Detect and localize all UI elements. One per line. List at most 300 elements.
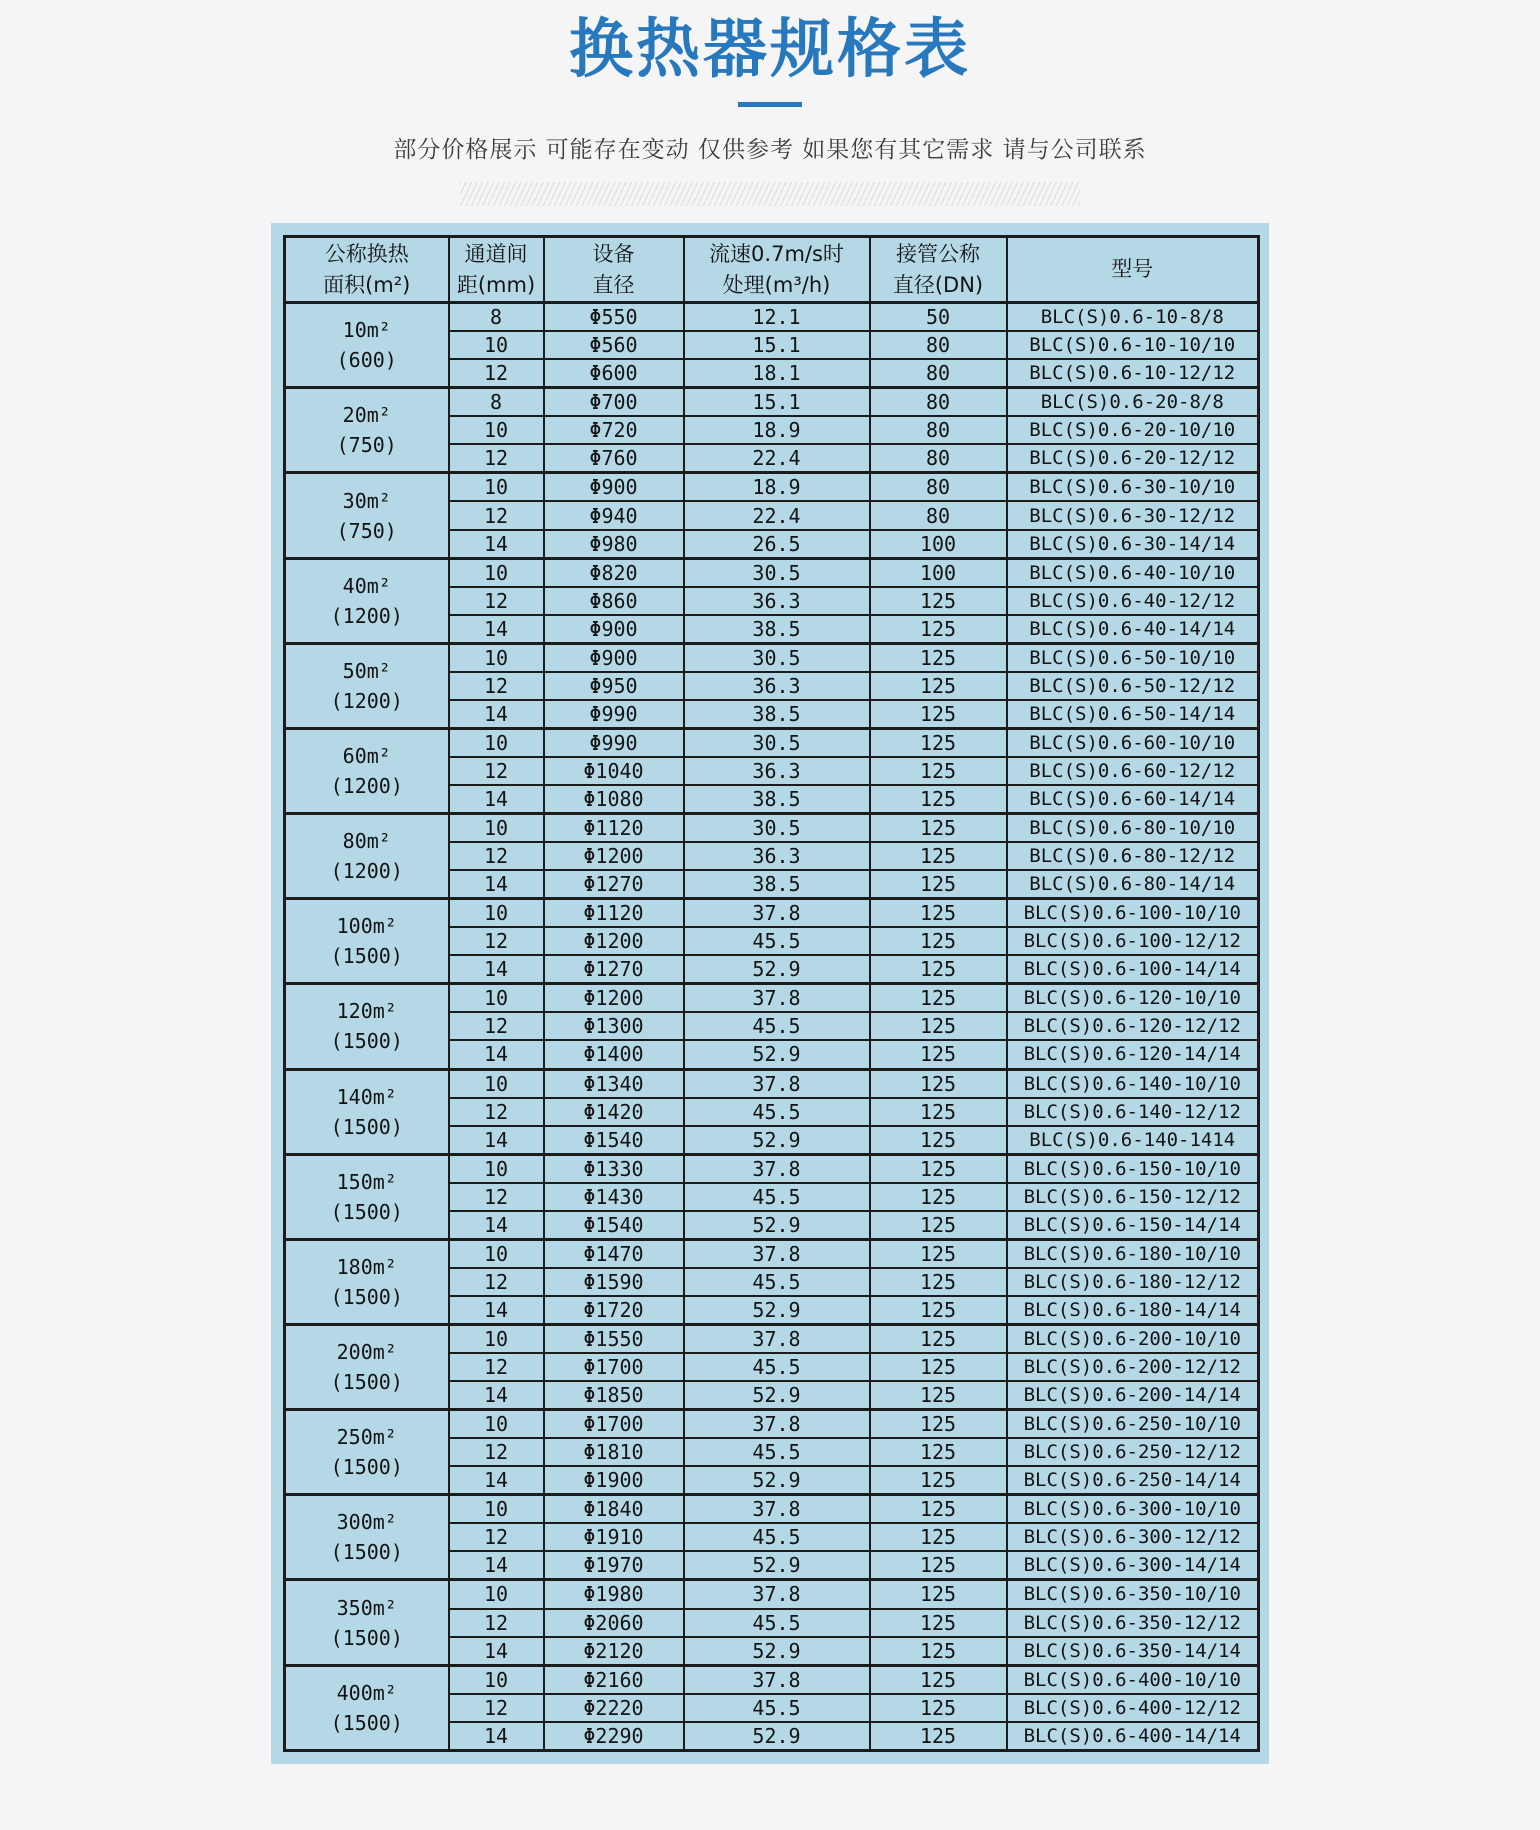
area-size-label: (1500) (330, 1370, 403, 1395)
flow-capacity-cell: 52.9 (684, 1211, 870, 1240)
area-cell (285, 1069, 449, 1154)
pipe-diameter-cell: 125 (870, 1239, 1007, 1268)
flow-capacity-cell: 30.5 (684, 728, 870, 757)
table-row (285, 388, 1259, 417)
flow-capacity-cell: 45.5 (684, 1438, 870, 1466)
spec-table-body (285, 303, 1259, 1751)
page-subtitle: 部分价格展示 可能存在变动 仅供参考 如果您有其它需求 请与公司联系 (393, 137, 1147, 164)
header-cell-model (1007, 237, 1259, 303)
area-cell (285, 1665, 449, 1751)
pipe-diameter-cell: 50 (870, 303, 1007, 332)
model-cell: BLC(S)0.6-150-12/12 (1007, 1183, 1259, 1211)
flow-capacity-cell: 37.8 (684, 1154, 870, 1183)
area-cell (285, 1495, 449, 1580)
title-underline-dash (738, 102, 802, 107)
area-size-label: (1500) (330, 944, 403, 969)
channel-spacing-cell: 10 (449, 331, 544, 359)
device-diameter-cell: Φ2060 (544, 1609, 684, 1637)
channel-spacing-cell: 10 (449, 558, 544, 587)
pipe-diameter-cell: 125 (870, 1154, 1007, 1183)
pipe-diameter-cell: 125 (870, 1523, 1007, 1551)
table-row (285, 728, 1259, 757)
area-size-label: (1500) (330, 1284, 403, 1309)
device-diameter-cell: Φ950 (544, 672, 684, 700)
model-cell: BLC(S)0.6-300-10/10 (1007, 1495, 1259, 1524)
device-diameter-cell: Φ900 (544, 643, 684, 672)
channel-spacing-cell: 14 (449, 955, 544, 984)
device-diameter-cell: Φ1970 (544, 1551, 684, 1580)
pipe-diameter-cell: 100 (870, 530, 1007, 559)
device-diameter-cell: Φ1200 (544, 842, 684, 870)
page-title: 换热器规格表 (569, 13, 971, 87)
pipe-diameter-cell: 125 (870, 587, 1007, 615)
device-diameter-cell: Φ1470 (544, 1239, 684, 1268)
model-cell: BLC(S)0.6-400-14/14 (1007, 1722, 1259, 1751)
device-diameter-cell: Φ2120 (544, 1637, 684, 1666)
flow-capacity-cell: 38.5 (684, 615, 870, 644)
model-cell: BLC(S)0.6-140-10/10 (1007, 1069, 1259, 1098)
channel-spacing-cell: 14 (449, 700, 544, 729)
header-cell-channel-spacing (449, 237, 544, 303)
header-flow-line2: 处理(m³/h) (722, 272, 831, 297)
area-cell (285, 558, 449, 643)
flow-capacity-cell: 52.9 (684, 1296, 870, 1325)
pipe-diameter-cell: 125 (870, 757, 1007, 785)
flow-capacity-cell: 38.5 (684, 870, 870, 899)
flow-capacity-cell: 36.3 (684, 587, 870, 615)
pipe-diameter-cell: 80 (870, 473, 1007, 502)
device-diameter-cell: Φ1980 (544, 1580, 684, 1609)
pipe-diameter-cell: 125 (870, 1012, 1007, 1040)
model-cell: BLC(S)0.6-100-10/10 (1007, 899, 1259, 928)
pipe-diameter-cell: 125 (870, 1098, 1007, 1126)
flow-capacity-cell: 12.1 (684, 303, 870, 332)
area-label: 100m² (336, 914, 397, 939)
channel-spacing-cell: 14 (449, 1040, 544, 1069)
hatch-decoration (460, 182, 1080, 206)
model-cell: BLC(S)0.6-80-14/14 (1007, 870, 1259, 899)
model-cell: BLC(S)0.6-60-10/10 (1007, 728, 1259, 757)
flow-capacity-cell: 45.5 (684, 1353, 870, 1381)
flow-capacity-cell: 37.8 (684, 984, 870, 1013)
model-cell: BLC(S)0.6-100-12/12 (1007, 927, 1259, 955)
table-row (285, 473, 1259, 502)
model-cell: BLC(S)0.6-20-12/12 (1007, 444, 1259, 473)
model-cell: BLC(S)0.6-30-14/14 (1007, 530, 1259, 559)
flow-capacity-cell: 15.1 (684, 331, 870, 359)
device-diameter-cell: Φ2220 (544, 1694, 684, 1722)
channel-spacing-cell: 14 (449, 1381, 544, 1410)
area-label: 120m² (336, 999, 397, 1024)
header-spacing-line2: 距(mm) (456, 272, 536, 297)
channel-spacing-cell: 14 (449, 1722, 544, 1751)
flow-capacity-cell: 52.9 (684, 1126, 870, 1155)
pipe-diameter-cell: 125 (870, 1580, 1007, 1609)
model-cell: BLC(S)0.6-120-12/12 (1007, 1012, 1259, 1040)
header-cell-flow-capacity (684, 237, 870, 303)
model-cell: BLC(S)0.6-80-10/10 (1007, 814, 1259, 843)
flow-capacity-cell: 37.8 (684, 1239, 870, 1268)
pipe-diameter-cell: 125 (870, 1609, 1007, 1637)
pipe-diameter-cell: 80 (870, 416, 1007, 444)
device-diameter-cell: Φ1550 (544, 1324, 684, 1353)
area-size-label: (1500) (330, 1455, 403, 1480)
device-diameter-cell: Φ1200 (544, 984, 684, 1013)
model-cell: BLC(S)0.6-250-12/12 (1007, 1438, 1259, 1466)
channel-spacing-cell: 12 (449, 501, 544, 529)
device-diameter-cell: Φ1120 (544, 899, 684, 928)
pipe-diameter-cell: 125 (870, 1495, 1007, 1524)
pipe-diameter-cell: 100 (870, 558, 1007, 587)
pipe-diameter-cell: 125 (870, 870, 1007, 899)
area-size-label: (1500) (330, 1710, 403, 1735)
area-label: 20m² (342, 403, 391, 428)
model-cell: BLC(S)0.6-10-8/8 (1007, 303, 1259, 332)
channel-spacing-cell: 10 (449, 728, 544, 757)
device-diameter-cell: Φ1040 (544, 757, 684, 785)
model-cell: BLC(S)0.6-40-12/12 (1007, 587, 1259, 615)
area-label: 10m² (342, 318, 391, 343)
channel-spacing-cell: 12 (449, 1353, 544, 1381)
model-cell: BLC(S)0.6-400-12/12 (1007, 1694, 1259, 1722)
header-cell-pipe-diameter (870, 237, 1007, 303)
pipe-diameter-cell: 125 (870, 1381, 1007, 1410)
pipe-diameter-cell: 125 (870, 1466, 1007, 1495)
flow-capacity-cell: 18.9 (684, 416, 870, 444)
channel-spacing-cell: 12 (449, 1098, 544, 1126)
device-diameter-cell: Φ1420 (544, 1098, 684, 1126)
model-cell: BLC(S)0.6-350-12/12 (1007, 1609, 1259, 1637)
area-size-label: (1200) (330, 688, 403, 713)
pipe-diameter-cell: 125 (870, 842, 1007, 870)
channel-spacing-cell: 14 (449, 870, 544, 899)
area-cell (285, 643, 449, 728)
header-diameter-line2: 直径 (592, 272, 635, 297)
channel-spacing-cell: 10 (449, 643, 544, 672)
header-diameter-line1: 设备 (592, 242, 635, 267)
model-cell: BLC(S)0.6-180-14/14 (1007, 1296, 1259, 1325)
flow-capacity-cell: 37.8 (684, 1665, 870, 1694)
device-diameter-cell: Φ1810 (544, 1438, 684, 1466)
area-size-label: (1500) (330, 1029, 403, 1054)
model-cell: BLC(S)0.6-20-10/10 (1007, 416, 1259, 444)
model-cell: BLC(S)0.6-350-14/14 (1007, 1637, 1259, 1666)
channel-spacing-cell: 10 (449, 1665, 544, 1694)
flow-capacity-cell: 22.4 (684, 444, 870, 473)
channel-spacing-cell: 8 (449, 388, 544, 417)
device-diameter-cell: Φ1540 (544, 1126, 684, 1155)
device-diameter-cell: Φ1720 (544, 1296, 684, 1325)
flow-capacity-cell: 45.5 (684, 1098, 870, 1126)
device-diameter-cell: Φ1700 (544, 1353, 684, 1381)
flow-capacity-cell: 45.5 (684, 1268, 870, 1296)
pipe-diameter-cell: 125 (870, 927, 1007, 955)
pipe-diameter-cell: 80 (870, 331, 1007, 359)
device-diameter-cell: Φ1270 (544, 870, 684, 899)
flow-capacity-cell: 38.5 (684, 700, 870, 729)
channel-spacing-cell: 14 (449, 1126, 544, 1155)
flow-capacity-cell: 52.9 (684, 1722, 870, 1751)
table-row (285, 1495, 1259, 1524)
table-row (285, 558, 1259, 587)
area-size-label: (1500) (330, 1540, 403, 1565)
flow-capacity-cell: 45.5 (684, 927, 870, 955)
pipe-diameter-cell: 125 (870, 785, 1007, 814)
channel-spacing-cell: 10 (449, 1239, 544, 1268)
area-label: 40m² (342, 573, 391, 598)
channel-spacing-cell: 14 (449, 1466, 544, 1495)
model-cell: BLC(S)0.6-250-14/14 (1007, 1466, 1259, 1495)
device-diameter-cell: Φ550 (544, 303, 684, 332)
pipe-diameter-cell: 80 (870, 444, 1007, 473)
model-cell: BLC(S)0.6-10-10/10 (1007, 331, 1259, 359)
header-area-line1: 公称换热 (324, 242, 409, 267)
channel-spacing-cell: 10 (449, 473, 544, 502)
device-diameter-cell: Φ1270 (544, 955, 684, 984)
model-cell: BLC(S)0.6-60-12/12 (1007, 757, 1259, 785)
pipe-diameter-cell: 125 (870, 1268, 1007, 1296)
channel-spacing-cell: 12 (449, 1438, 544, 1466)
channel-spacing-cell: 12 (449, 1694, 544, 1722)
area-cell (285, 1580, 449, 1665)
channel-spacing-cell: 12 (449, 1523, 544, 1551)
model-cell: BLC(S)0.6-60-14/14 (1007, 785, 1259, 814)
area-label: 400m² (336, 1680, 397, 1705)
channel-spacing-cell: 14 (449, 785, 544, 814)
device-diameter-cell: Φ820 (544, 558, 684, 587)
area-label: 350m² (336, 1595, 397, 1620)
model-cell: BLC(S)0.6-200-14/14 (1007, 1381, 1259, 1410)
table-row (285, 899, 1259, 928)
channel-spacing-cell: 14 (449, 1211, 544, 1240)
model-cell: BLC(S)0.6-200-12/12 (1007, 1353, 1259, 1381)
table-row (285, 1154, 1259, 1183)
channel-spacing-cell: 14 (449, 1637, 544, 1666)
area-label: 180m² (336, 1254, 397, 1279)
area-label: 140m² (336, 1084, 397, 1109)
flow-capacity-cell: 36.3 (684, 757, 870, 785)
flow-capacity-cell: 37.8 (684, 1069, 870, 1098)
channel-spacing-cell: 12 (449, 444, 544, 473)
device-diameter-cell: Φ1540 (544, 1211, 684, 1240)
header-pipe-line2: 直径(DN) (892, 272, 984, 297)
area-cell (285, 814, 449, 899)
model-cell: BLC(S)0.6-80-12/12 (1007, 842, 1259, 870)
flow-capacity-cell: 36.3 (684, 842, 870, 870)
device-diameter-cell: Φ1340 (544, 1069, 684, 1098)
pipe-diameter-cell: 80 (870, 388, 1007, 417)
pipe-diameter-cell: 125 (870, 1665, 1007, 1694)
pipe-diameter-cell: 125 (870, 955, 1007, 984)
model-cell: BLC(S)0.6-180-10/10 (1007, 1239, 1259, 1268)
flow-capacity-cell: 52.9 (684, 1381, 870, 1410)
flow-capacity-cell: 38.5 (684, 785, 870, 814)
model-cell: BLC(S)0.6-180-12/12 (1007, 1268, 1259, 1296)
header-cell-area (285, 237, 449, 303)
channel-spacing-cell: 12 (449, 757, 544, 785)
flow-capacity-cell: 52.9 (684, 1637, 870, 1666)
model-cell: BLC(S)0.6-50-10/10 (1007, 643, 1259, 672)
device-diameter-cell: Φ700 (544, 388, 684, 417)
device-diameter-cell: Φ1590 (544, 1268, 684, 1296)
model-cell: BLC(S)0.6-120-14/14 (1007, 1040, 1259, 1069)
pipe-diameter-cell: 125 (870, 1126, 1007, 1155)
pipe-diameter-cell: 80 (870, 501, 1007, 529)
channel-spacing-cell: 12 (449, 587, 544, 615)
flow-capacity-cell: 22.4 (684, 501, 870, 529)
device-diameter-cell: Φ1330 (544, 1154, 684, 1183)
model-cell: BLC(S)0.6-100-14/14 (1007, 955, 1259, 984)
table-row (285, 1580, 1259, 1609)
device-diameter-cell: Φ560 (544, 331, 684, 359)
table-row (285, 814, 1259, 843)
pipe-diameter-cell: 125 (870, 1183, 1007, 1211)
flow-capacity-cell: 30.5 (684, 814, 870, 843)
model-cell: BLC(S)0.6-150-10/10 (1007, 1154, 1259, 1183)
flow-capacity-cell: 18.1 (684, 359, 870, 388)
flow-capacity-cell: 18.9 (684, 473, 870, 502)
pipe-diameter-cell: 125 (870, 1040, 1007, 1069)
area-size-label: (600) (336, 348, 397, 373)
pipe-diameter-cell: 125 (870, 1353, 1007, 1381)
header-flow-line1: 流速0.7m/s时 (709, 242, 844, 267)
device-diameter-cell: Φ1840 (544, 1495, 684, 1524)
flow-capacity-cell: 45.5 (684, 1183, 870, 1211)
device-diameter-cell: Φ860 (544, 587, 684, 615)
pipe-diameter-cell: 125 (870, 1551, 1007, 1580)
area-size-label: (1200) (330, 859, 403, 884)
flow-capacity-cell: 15.1 (684, 388, 870, 417)
flow-capacity-cell: 45.5 (684, 1012, 870, 1040)
channel-spacing-cell: 10 (449, 814, 544, 843)
flow-capacity-cell: 52.9 (684, 1040, 870, 1069)
area-size-label: (1200) (330, 603, 403, 628)
channel-spacing-cell: 14 (449, 615, 544, 644)
device-diameter-cell: Φ1900 (544, 1466, 684, 1495)
area-cell (285, 388, 449, 473)
pipe-diameter-cell: 125 (870, 672, 1007, 700)
model-cell: BLC(S)0.6-250-10/10 (1007, 1410, 1259, 1439)
pipe-diameter-cell: 125 (870, 700, 1007, 729)
channel-spacing-cell: 14 (449, 1551, 544, 1580)
table-row (285, 1324, 1259, 1353)
device-diameter-cell: Φ1430 (544, 1183, 684, 1211)
device-diameter-cell: Φ1850 (544, 1381, 684, 1410)
header-row (285, 237, 1259, 303)
flow-capacity-cell: 45.5 (684, 1694, 870, 1722)
pipe-diameter-cell: 125 (870, 1722, 1007, 1751)
model-cell: BLC(S)0.6-20-8/8 (1007, 388, 1259, 417)
device-diameter-cell: Φ990 (544, 728, 684, 757)
flow-capacity-cell: 37.8 (684, 899, 870, 928)
channel-spacing-cell: 10 (449, 1069, 544, 1098)
area-label: 300m² (336, 1510, 397, 1535)
channel-spacing-cell: 12 (449, 842, 544, 870)
device-diameter-cell: Φ900 (544, 473, 684, 502)
table-row (285, 1239, 1259, 1268)
channel-spacing-cell: 10 (449, 1410, 544, 1439)
flow-capacity-cell: 36.3 (684, 672, 870, 700)
area-label: 250m² (336, 1425, 397, 1450)
area-cell (285, 899, 449, 984)
area-size-label: (1500) (330, 1199, 403, 1224)
model-cell: BLC(S)0.6-200-10/10 (1007, 1324, 1259, 1353)
channel-spacing-cell: 10 (449, 1154, 544, 1183)
model-cell: BLC(S)0.6-300-12/12 (1007, 1523, 1259, 1551)
model-cell: BLC(S)0.6-50-12/12 (1007, 672, 1259, 700)
device-diameter-cell: Φ1080 (544, 785, 684, 814)
pipe-diameter-cell: 125 (870, 1296, 1007, 1325)
device-diameter-cell: Φ940 (544, 501, 684, 529)
spec-table-panel (271, 223, 1269, 1764)
flow-capacity-cell: 37.8 (684, 1410, 870, 1439)
device-diameter-cell: Φ600 (544, 359, 684, 388)
model-cell: BLC(S)0.6-40-14/14 (1007, 615, 1259, 644)
area-cell (285, 1410, 449, 1495)
device-diameter-cell: Φ980 (544, 530, 684, 559)
area-size-label: (1200) (330, 773, 403, 798)
area-cell (285, 984, 449, 1069)
area-size-label: (750) (336, 518, 397, 543)
area-label: 60m² (342, 743, 391, 768)
pipe-diameter-cell: 125 (870, 615, 1007, 644)
model-cell: BLC(S)0.6-30-12/12 (1007, 501, 1259, 529)
channel-spacing-cell: 12 (449, 927, 544, 955)
flow-capacity-cell: 52.9 (684, 1551, 870, 1580)
header-pipe-line1: 接管公称 (896, 242, 980, 267)
pipe-diameter-cell: 125 (870, 899, 1007, 928)
model-cell: BLC(S)0.6-10-12/12 (1007, 359, 1259, 388)
model-cell: BLC(S)0.6-30-10/10 (1007, 473, 1259, 502)
pipe-diameter-cell: 125 (870, 814, 1007, 843)
pipe-diameter-cell: 125 (870, 728, 1007, 757)
channel-spacing-cell: 10 (449, 416, 544, 444)
flow-capacity-cell: 45.5 (684, 1609, 870, 1637)
area-size-label: (1500) (330, 1625, 403, 1650)
channel-spacing-cell: 10 (449, 899, 544, 928)
device-diameter-cell: Φ1700 (544, 1410, 684, 1439)
channel-spacing-cell: 12 (449, 672, 544, 700)
area-cell (285, 1324, 449, 1409)
spec-table (283, 235, 1260, 1752)
area-label: 150m² (336, 1169, 397, 1194)
area-cell (285, 1154, 449, 1239)
pipe-diameter-cell: 80 (870, 359, 1007, 388)
pipe-diameter-cell: 125 (870, 1694, 1007, 1722)
area-size-label: (750) (336, 433, 397, 458)
flow-capacity-cell: 45.5 (684, 1523, 870, 1551)
device-diameter-cell: Φ760 (544, 444, 684, 473)
table-row (285, 1665, 1259, 1694)
table-row (285, 1069, 1259, 1098)
table-row (285, 643, 1259, 672)
area-cell (285, 303, 449, 388)
header-area-line2: 面积(m²) (323, 272, 411, 297)
pipe-diameter-cell: 125 (870, 643, 1007, 672)
table-row (285, 303, 1259, 332)
pipe-diameter-cell: 125 (870, 1410, 1007, 1439)
pipe-diameter-cell: 125 (870, 984, 1007, 1013)
channel-spacing-cell: 12 (449, 1183, 544, 1211)
area-cell (285, 728, 449, 813)
area-label: 200m² (336, 1340, 397, 1365)
channel-spacing-cell: 10 (449, 1495, 544, 1524)
channel-spacing-cell: 10 (449, 1324, 544, 1353)
area-label: 80m² (342, 829, 391, 854)
device-diameter-cell: Φ990 (544, 700, 684, 729)
header-spacing-line1: 通道间 (464, 242, 528, 267)
area-label: 30m² (342, 488, 391, 513)
